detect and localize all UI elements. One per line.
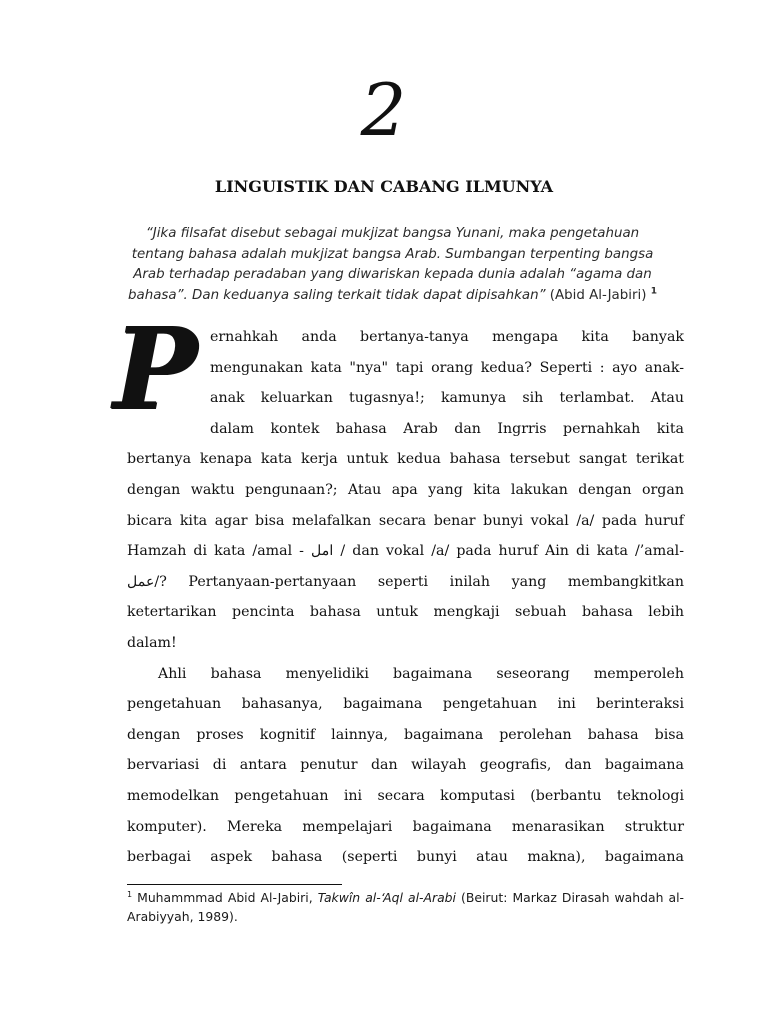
- epigraph: [125, 224, 660, 306]
- body-line: berbagai aspek bahasa (seperti bunyi atau makna), bagaimana: [127, 849, 684, 866]
- footnote: [127, 888, 684, 926]
- footnote-title: Takwîn al-‘Aql al-Arabi: [317, 890, 456, 905]
- body-line: Hamzah di kata /amal - امل / dan vokal /a/ pada huruf Ain di kata /’amal-: [127, 543, 684, 560]
- footnote-number: 1: [127, 889, 133, 899]
- body-text: [127, 322, 684, 873]
- body-line: komputer). Mereka mempelajari bagaimana menarasikan struktur: [127, 818, 684, 835]
- body-line: ernahkah anda bertanya-tanya mengapa kita banyak: [210, 329, 684, 345]
- body-line: ketertarikan pencinta bahasa untuk mengkaji sebuah bahasa lebih: [127, 604, 684, 621]
- body-line: pengetahuan bahasanya, bagaimana pengetahuan ini berinteraksi: [127, 696, 684, 713]
- body-line: dalam!: [127, 634, 177, 651]
- body-line: عمل/? Pertanyaan-pertanyaan seperti inilah yang membangkitkan: [127, 573, 684, 590]
- epigraph-quote: “Jika filsafat disebut sebagai mukjizat bangsa Yunani, maka pengetahuan tentang bahasa adalah mukjizat bangsa Arab. Sumbangan terpenting bangsa Arab terhadap peradaban yang diwariskan kepada dunia adalah “agama dan bahasa”. Dan keduanya saling terkait tidak dapat dipisahkan”: [128, 226, 654, 303]
- body-line: bertanya kenapa kata kerja untuk kedua bahasa tersebut sangat terikat: [127, 451, 684, 468]
- body-line: Ahli bahasa menyelidiki bagaimana seseorang memperoleh: [158, 665, 684, 682]
- body-line: dalam kontek bahasa Arab dan Ingrris pernahkah kita: [210, 420, 684, 437]
- drop-cap-letter: P: [112, 304, 198, 435]
- chapter-title: LINGUISTIK DAN CABANG ILMUNYA: [214, 177, 554, 196]
- footnote-divider: [127, 884, 342, 885]
- body-line: bicara kita agar bisa melafalkan secara benar bunyi vokal /a/ pada huruf: [127, 512, 684, 529]
- body-line: dengan proses kognitif lainnya, bagaimana perolehan bahasa bisa: [127, 726, 684, 743]
- footnote-publication: (Beirut: Markaz Dirasah wahdah al-Arabiyyah, 1989).: [127, 890, 684, 924]
- chapter-number: 2: [360, 68, 408, 152]
- body-line: dengan waktu pengunaan?; Atau apa yang kita lakukan dengan organ: [127, 481, 684, 498]
- epigraph-attribution: (Abid Al-Jabiri): [549, 287, 647, 303]
- epigraph-footnote-ref: 1: [650, 286, 657, 297]
- body-line: memodelkan pengetahuan ini secara komputasi (berbantu teknologi: [127, 787, 684, 804]
- footnote-author: Muhammmad Abid Al-Jabiri,: [137, 890, 313, 905]
- body-line: mengunakan kata "nya" tapi orang kedua? Seperti : ayo anak-: [210, 359, 684, 376]
- body-line: bervariasi di antara penutur dan wilayah geografis, dan bagaimana: [127, 757, 684, 774]
- body-line: anak keluarkan tugasnya!; kamunya sih terlambat. Atau: [210, 390, 684, 407]
